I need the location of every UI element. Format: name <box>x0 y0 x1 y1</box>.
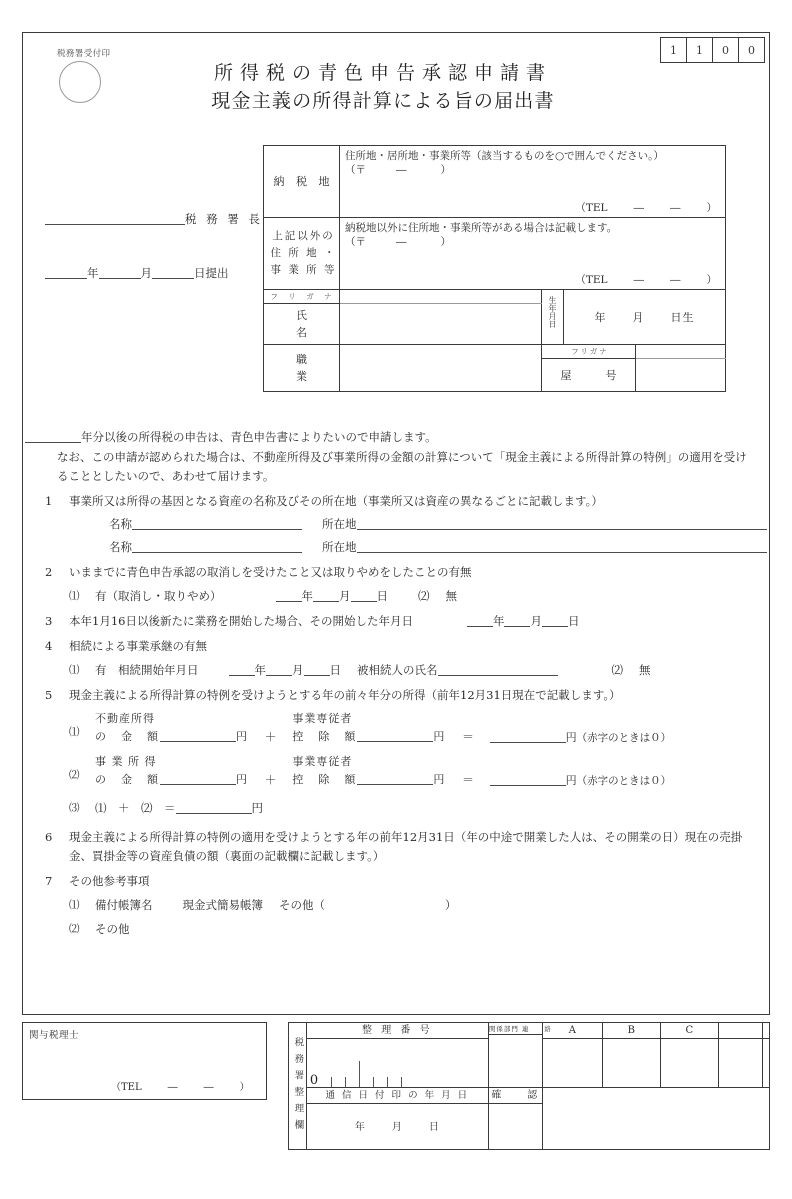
section-4-month-label: 月 <box>292 663 304 677</box>
kankei-department-cell[interactable] <box>488 1023 552 1087</box>
section-4-year-rule[interactable] <box>229 663 255 676</box>
column-extra-2-body[interactable] <box>763 1039 769 1087</box>
table-row-other-place <box>264 218 726 290</box>
section-2-month-label: 月 <box>339 589 351 603</box>
zip-prefix-2: （〒 <box>345 236 366 248</box>
row-1-result-input[interactable] <box>490 730 566 743</box>
other-place-label: 上記以外の 住 所 地 ・ 事 業 所 等 <box>264 218 340 290</box>
birth-day-label: 日生 <box>670 311 695 324</box>
tax-accountant-tel[interactable] <box>111 1078 250 1093</box>
equals-operator-1: ＝ <box>461 730 474 744</box>
tsushin-year-label: 年 <box>354 1122 366 1133</box>
section-7-item-1-number: ⑴ <box>69 899 80 911</box>
section-1-place-label-2: 所在地 <box>322 540 357 554</box>
form-code-digit-1: 1 <box>661 38 687 62</box>
section-4-decedent-input[interactable] <box>438 663 558 676</box>
row-2-negative-note: （赤字のときは０） <box>576 775 672 787</box>
section-7 <box>45 872 751 939</box>
section-1-row-1[interactable] <box>69 515 751 534</box>
tel-dash-4: ― <box>670 274 681 286</box>
section-1-place-input-2[interactable] <box>357 540 767 553</box>
section-1 <box>45 492 751 557</box>
page-title <box>173 59 593 115</box>
column-c-body[interactable] <box>661 1039 718 1087</box>
column-a-cell[interactable] <box>543 1023 603 1087</box>
trade-furigana-label: フリガナ <box>542 345 636 359</box>
other-place-tel[interactable] <box>575 272 717 287</box>
section-2-item-1-text[interactable]: 有（取消し・取りやめ） <box>95 589 222 603</box>
family-employee-deduction-input-1[interactable] <box>357 729 433 742</box>
row-1-negative-note: （赤字のときは０） <box>576 732 672 744</box>
tax-place-zip[interactable] <box>345 163 721 178</box>
plus-operator-1: ＋ <box>264 730 277 744</box>
table-row-occupation-furigana <box>264 345 726 359</box>
section-7-ledger-value[interactable]: 現金式簡易帳簿 <box>182 898 263 912</box>
section-7-number: 7 <box>45 874 53 888</box>
section-5-calc-row-1 <box>69 710 751 748</box>
section-7-heading: その他参考事項 <box>69 874 150 888</box>
main-form-frame <box>22 32 770 1015</box>
section-5-row-1-result[interactable] <box>490 710 672 748</box>
section-1-name-input-2[interactable] <box>132 540 302 553</box>
acct-tel-prefix: （TEL <box>111 1082 142 1093</box>
name-input[interactable] <box>340 304 542 345</box>
name-label: 氏 名 <box>264 304 340 345</box>
submission-date-field[interactable] <box>45 265 280 281</box>
section-4-month-rule[interactable] <box>266 663 292 676</box>
section-4-year-label: 年 <box>254 663 266 677</box>
section-3-year-rule[interactable] <box>467 614 493 627</box>
section-5 <box>45 686 751 818</box>
tax-office-processing-table <box>288 1022 770 1150</box>
section-6-number: 6 <box>45 830 53 844</box>
section-1-place-label-1: 所在地 <box>322 517 357 531</box>
tax-accountant-label: 関与税理士 <box>29 1030 80 1041</box>
tel-prefix: （TEL <box>575 202 608 214</box>
section-5-number: 5 <box>45 688 53 702</box>
column-b-header: B <box>603 1023 660 1039</box>
tax-office-suffix-label: 税 務 署 長 <box>185 212 263 226</box>
trade-name-label: 屋 号 <box>542 359 636 392</box>
column-a-header: A <box>543 1023 602 1039</box>
section-3-month-label: 月 <box>530 614 542 628</box>
zip-prefix: （〒 <box>345 164 366 176</box>
section-4-item-2-number: ⑵ <box>611 663 623 677</box>
section-2-year-label: 年 <box>301 589 313 603</box>
family-employee-deduction-input-2[interactable] <box>357 772 433 785</box>
section-4-number: 4 <box>45 639 53 653</box>
tax-place-tel[interactable] <box>575 200 717 215</box>
section-4-day-label: 日 <box>329 663 341 677</box>
other-place-value-cell[interactable] <box>340 218 726 290</box>
acct-tel-dash-2: ― <box>203 1082 214 1093</box>
business-income-unit: 円 <box>236 773 249 786</box>
receipt-seal-circle <box>59 61 101 103</box>
section-1-place-input-1[interactable] <box>357 517 767 530</box>
equals-operator-2: ＝ <box>461 773 474 787</box>
furigana-label: フ リ ガ ナ <box>264 290 340 304</box>
section-7-item-1[interactable] <box>69 896 751 915</box>
seiri-number-cell[interactable] <box>307 1023 489 1087</box>
section-2 <box>45 563 751 606</box>
processing-grid <box>307 1023 769 1149</box>
acct-tel-dash-1: ― <box>167 1082 178 1093</box>
business-income-line2: の 金 額 円 <box>95 773 249 786</box>
column-extra-2-header <box>763 1023 769 1039</box>
section-7-other-close: ） <box>445 898 457 912</box>
tax-accountant-box[interactable] <box>22 1022 267 1100</box>
section-2-item-2-number: ⑵ <box>418 589 430 603</box>
section-4-item-1[interactable] <box>69 661 751 680</box>
section-5-total-input[interactable] <box>176 801 252 814</box>
taxpayer-info-table <box>263 145 726 392</box>
column-a-body[interactable] <box>543 1039 602 1087</box>
kakunin-header: 確 認 <box>489 1088 542 1104</box>
declaration-year-rule[interactable] <box>25 430 81 443</box>
section-3 <box>45 612 751 631</box>
seiri-digit-marks <box>310 1053 402 1087</box>
seiri-number-body[interactable] <box>307 1039 488 1087</box>
section-5-calc-row-2 <box>69 753 751 791</box>
other-place-zip[interactable] <box>345 235 721 250</box>
birth-date-input[interactable] <box>564 290 726 345</box>
submit-month-label: 月 <box>140 266 152 280</box>
processing-top-row <box>307 1023 769 1088</box>
row-2-result-unit: 円 <box>565 774 577 787</box>
section-2-month-rule[interactable] <box>313 589 339 602</box>
family-employee-unit-2: 円 <box>433 773 447 786</box>
business-income-label <box>95 753 249 789</box>
tax-office-input-rule[interactable] <box>45 212 185 225</box>
section-7-other-open: その他（ <box>279 898 325 912</box>
receipt-seal-label: 税務署受付印 <box>57 49 111 59</box>
section-6-heading: 現金主義による所得計算の特例の適用を受けようとする年の前年12月31日（年の中途で開業した人は、その開業の日）現在の売掛金、買掛金等の資産負債の額（裏面の記載欄に記載します。） <box>69 830 743 863</box>
section-5-row-2-result[interactable] <box>490 753 672 791</box>
tsushin-date-cell[interactable] <box>307 1088 489 1149</box>
section-2-day-rule[interactable] <box>351 589 377 602</box>
section-1-row-2[interactable] <box>69 538 751 557</box>
section-2-year-rule[interactable] <box>276 589 302 602</box>
section-2-number: 2 <box>45 565 53 579</box>
section-3-heading: 本年1月16日以後新たに業務を開始した場合、その開始した年月日 <box>69 614 413 628</box>
row-2-result-input[interactable] <box>490 773 566 786</box>
tel-dash-2: ― <box>670 202 681 214</box>
tel-dash-3: ― <box>633 274 645 286</box>
section-4-item-2-text[interactable]: 無 <box>639 663 651 677</box>
business-income-line1: 事 業 所 得 <box>95 755 157 768</box>
real-estate-income-line1: 不動産所得 <box>95 712 155 725</box>
birth-label-cell <box>542 290 564 345</box>
section-4-item-1-number: ⑴ <box>69 664 80 676</box>
tax-place-label: 納 税 地 <box>264 146 340 218</box>
section-4-day-rule[interactable] <box>304 663 330 676</box>
trade-name-input[interactable] <box>636 359 726 392</box>
section-1-name-input-1[interactable] <box>132 517 302 530</box>
real-estate-income-label <box>95 710 249 746</box>
section-1-number: 1 <box>45 494 53 508</box>
submit-month-rule[interactable] <box>99 266 141 279</box>
processing-vertical-label: 税務署整理欄 <box>292 1036 304 1136</box>
tel-suffix: ） <box>706 202 718 214</box>
section-4-heading: 相続による事業承継の有無 <box>69 639 207 653</box>
submit-day-label: 日提出 <box>194 266 229 280</box>
lead-paragraph-2: なお、この申請が認められた場合は、不動産所得及び事業所得の金額の計算について「現金主義による所得計算の特例」の適用を受けることとしたいので、あわせて届けます。 <box>57 450 747 483</box>
trade-furigana-input[interactable] <box>636 345 726 359</box>
form-body <box>45 428 751 939</box>
section-2-item-1[interactable] <box>69 587 751 606</box>
kankei-department-body[interactable] <box>489 1035 542 1087</box>
section-5-row-1-number: ⑴ <box>69 726 80 738</box>
tsushin-date-header: 通 信 日 付 印 の 年 月 日 <box>307 1088 488 1104</box>
submit-day-rule[interactable] <box>152 266 194 279</box>
form-code-boxes <box>660 37 765 63</box>
section-1-name-label-2: 名称 <box>109 540 132 554</box>
section-2-item-1-number: ⑴ <box>69 590 80 602</box>
form-code-digit-2: 1 <box>687 38 713 62</box>
seiri-leading-zero: 0 <box>309 1073 319 1088</box>
birth-date-label: 生年月日 <box>548 296 557 328</box>
submit-year-rule[interactable] <box>45 266 87 279</box>
family-employee-line1-2: 事業専従者 <box>292 755 353 768</box>
lead-paragraph-1 <box>45 428 751 447</box>
tel-suffix-2: ） <box>706 274 718 286</box>
zip-suffix: ） <box>440 164 451 176</box>
tax-place-value-cell[interactable] <box>340 146 726 218</box>
processing-remarks-cell[interactable] <box>543 1088 769 1149</box>
section-6 <box>45 828 751 866</box>
section-4-decedent-label: 被相続人の氏名 <box>357 663 438 677</box>
section-4-item-1-text[interactable]: 有 相続開始年月日 <box>95 663 199 677</box>
occupation-input[interactable] <box>340 345 542 392</box>
title-line-1: 所得税の青色申告承認申請書 <box>213 62 552 84</box>
kakunin-body[interactable] <box>489 1104 542 1149</box>
seiri-number-header: 整 理 番 号 <box>307 1023 488 1039</box>
section-3-number: 3 <box>45 614 53 628</box>
birth-year-label: 年 <box>594 311 607 324</box>
section-3-day-label: 日 <box>567 614 580 628</box>
occupation-label: 職 業 <box>264 345 340 392</box>
tel-dash-1: ― <box>633 202 645 214</box>
section-5-calc-row-3[interactable] <box>69 799 751 818</box>
family-employee-line2-2: 控 除 額 円 <box>292 773 447 786</box>
form-code-digit-4: 0 <box>748 43 755 57</box>
column-extra-1-body[interactable] <box>719 1039 762 1087</box>
section-1-heading: 事業所又は所得の基因となる資産の名称及びその所在地（事業所又は資産の異なるごとに記載します。） <box>69 494 603 508</box>
family-employee-unit-1: 円 <box>433 730 447 743</box>
column-b-cell[interactable] <box>603 1023 661 1087</box>
tax-place-instruction: 住所地・居所地・事業所等（該当するものを○で囲んでください。） <box>345 150 664 162</box>
zip-dash-2: ― <box>396 236 407 248</box>
section-5-heading: 現金主義による所得計算の特例を受けようとする年の前々年分の所得（前年12月31日現在で記載します。） <box>69 688 621 702</box>
tsushin-date-input[interactable] <box>307 1118 488 1133</box>
section-1-name-label-1: 名称 <box>109 517 132 531</box>
real-estate-income-unit: 円 <box>236 730 249 743</box>
family-employee-line2-1: 控 除 額 円 <box>292 730 447 743</box>
kakunin-cell[interactable] <box>489 1088 543 1149</box>
processing-bottom-row <box>307 1088 769 1149</box>
submit-year-label: 年 <box>87 266 99 280</box>
section-2-item-2-text[interactable]: 無 <box>445 589 457 603</box>
column-c-header: C <box>661 1023 718 1039</box>
form-code-digit-3: 0 <box>713 38 739 62</box>
lead-paragraph-1-text: 年分以後の所得税の申告は、青色申告書によりたいので申請します。 <box>81 430 437 444</box>
table-row-furigana <box>264 290 726 304</box>
section-3-day-rule[interactable] <box>542 614 568 627</box>
tsushin-date-body[interactable] <box>307 1104 488 1149</box>
business-income-input[interactable] <box>160 772 236 785</box>
acct-tel-suffix: ） <box>239 1082 250 1093</box>
section-3-year-label: 年 <box>492 614 505 628</box>
family-employee-deduction-label-1 <box>292 710 446 746</box>
column-c-cell[interactable] <box>661 1023 719 1087</box>
tsushin-month-label: 月 <box>391 1122 403 1133</box>
column-extra-1-cell[interactable] <box>719 1023 763 1087</box>
zip-suffix-2: ） <box>440 236 451 248</box>
section-2-day-label: 日 <box>376 589 388 603</box>
section-7-ledger-label: 備付帳簿名 <box>95 898 153 912</box>
table-row-tax-place <box>264 146 726 218</box>
processing-vertical-label-cell <box>289 1023 307 1149</box>
section-4 <box>45 637 751 680</box>
section-7-item-2[interactable] <box>69 920 751 939</box>
section-5-row-2-number: ⑵ <box>69 769 80 781</box>
section-5-sum-expression: ⑴ ＋ ⑵ ＝ <box>95 801 176 815</box>
section-7-item-2-number: ⑵ <box>69 923 80 935</box>
section-5-row-3-number: ⑶ <box>69 802 80 814</box>
column-b-body[interactable] <box>603 1039 660 1087</box>
section-3-month-rule[interactable] <box>504 614 530 627</box>
section-2-heading: いままでに青色申告承認の取消しを受けたこと又は取りやめをしたことの有無 <box>69 565 472 579</box>
kankei-department-header: 関係部門 連 絡 <box>488 1025 552 1033</box>
zip-dash: ― <box>396 164 407 176</box>
family-employee-line1-1: 事業専従者 <box>292 712 353 725</box>
real-estate-income-input[interactable] <box>160 729 236 742</box>
family-employee-deduction-label-2 <box>292 753 446 789</box>
row-1-result-unit: 円 <box>565 731 577 744</box>
column-extra-2-cell[interactable] <box>763 1023 769 1087</box>
real-estate-income-line2: の 金 額 円 <box>95 730 249 743</box>
tax-office-name-field[interactable] <box>45 211 273 227</box>
tel-prefix-2: （TEL <box>575 274 608 286</box>
title-line-2: 現金主義の所得計算による旨の届出書 <box>211 90 555 112</box>
birth-month-label: 月 <box>632 311 645 324</box>
column-extra-1-header <box>719 1023 762 1039</box>
tsushin-day-label: 日 <box>428 1122 440 1133</box>
section-7-item-2-text[interactable]: その他 <box>95 922 130 936</box>
plus-operator-2: ＋ <box>264 773 277 787</box>
furigana-input[interactable] <box>340 290 542 304</box>
other-place-instruction: 納税地以外に住所地・事業所等がある場合は記載します。 <box>345 222 618 234</box>
section-5-total-unit: 円 <box>251 801 263 815</box>
